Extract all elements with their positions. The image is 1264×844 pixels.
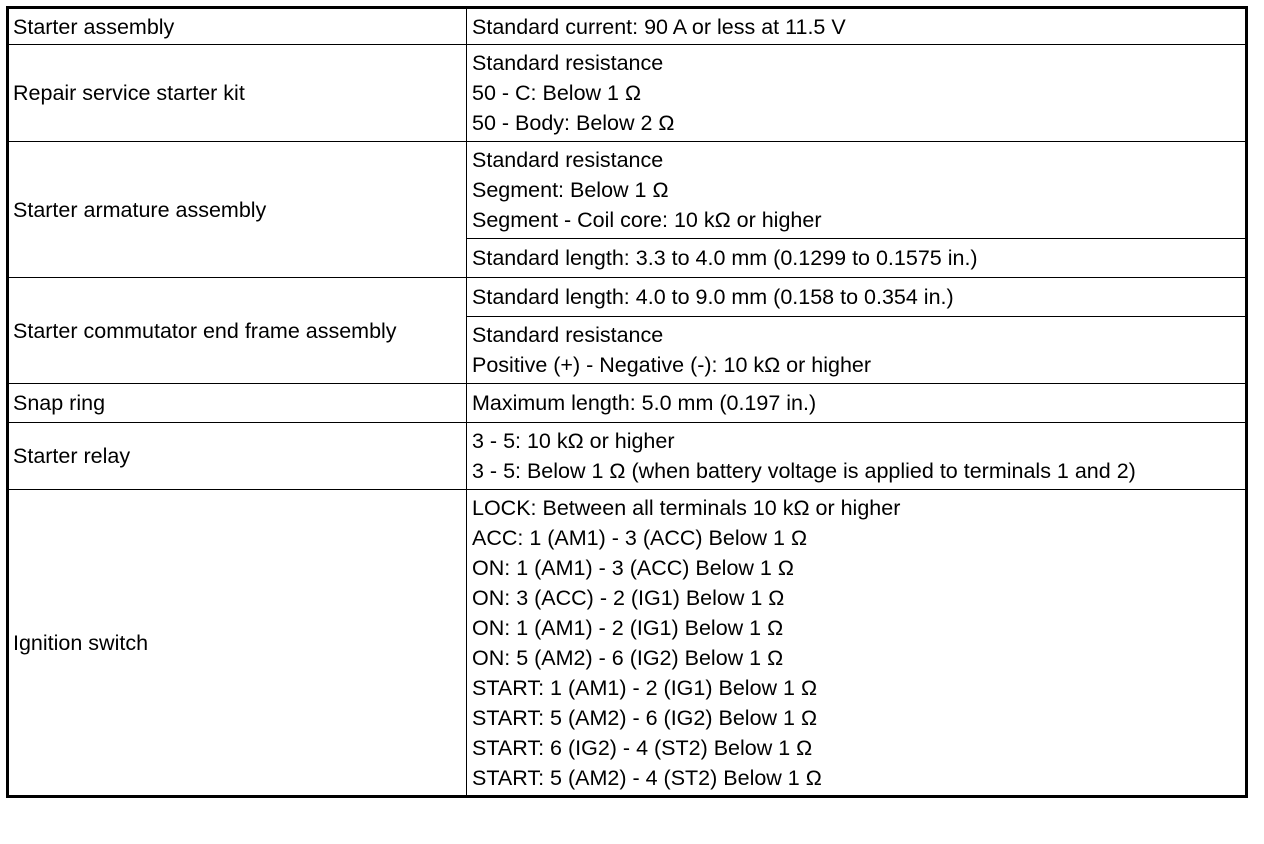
spec-line: LOCK: Between all terminals 10 kΩ or higher xyxy=(472,495,901,520)
spec-line: Maximum length: 5.0 mm (0.197 in.) xyxy=(472,391,817,415)
component-cell-ignition-switch: Ignition switch xyxy=(8,490,467,797)
spec-line: START: 6 (IG2) - 4 (ST2) Below 1 Ω xyxy=(472,735,813,760)
spec-line: Standard resistance xyxy=(472,148,664,172)
table-row xyxy=(8,142,1247,239)
table-row xyxy=(8,384,1247,423)
spec-cell xyxy=(467,278,1247,317)
spec-line: START: 1 (AM1) - 2 (IG1) Below 1 Ω xyxy=(472,675,818,700)
spec-cell xyxy=(467,239,1247,278)
spec-line: START: 5 (AM2) - 6 (IG2) Below 1 Ω xyxy=(472,705,818,730)
component-cell-starter-relay: Starter relay xyxy=(8,423,467,490)
spec-cell xyxy=(467,423,1247,490)
component-cell-starter-armature-assembly: Starter armature assembly xyxy=(8,142,467,278)
spec-line: Standard length: 4.0 to 9.0 mm (0.158 to 0.354 in.) xyxy=(472,285,954,309)
spec-line: Segment: Below 1 Ω xyxy=(472,178,669,202)
table-row xyxy=(8,423,1247,490)
spec-line: Positive (+) - Negative (-): 10 kΩ or higher xyxy=(472,353,872,377)
spec-line: 3 - 5: Below 1 Ω (when battery voltage is applied to terminals 1 and 2) xyxy=(472,459,1136,483)
spec-line: ACC: 1 (AM1) - 3 (ACC) Below 1 Ω xyxy=(472,525,808,550)
spec-cell xyxy=(467,8,1247,45)
spec-line: ON: 1 (AM1) - 3 (ACC) Below 1 Ω xyxy=(472,555,794,580)
spec-line: Segment - Coil core: 10 kΩ or higher xyxy=(472,208,822,232)
spec-line: START: 5 (AM2) - 4 (ST2) Below 1 Ω xyxy=(472,765,822,790)
spec-cell xyxy=(467,45,1247,142)
spec-cell xyxy=(467,490,1247,797)
spec-line: 50 - C: Below 1 Ω xyxy=(472,81,642,105)
table-row xyxy=(8,278,1247,317)
spec-cell xyxy=(467,317,1247,384)
component-cell-snap-ring: Snap ring xyxy=(8,384,467,423)
table-row xyxy=(8,8,1247,45)
spec-line: ON: 3 (ACC) - 2 (IG1) Below 1 Ω xyxy=(472,585,785,610)
spec-line: Standard resistance xyxy=(472,323,664,347)
component-cell-starter-commutator-end-frame-assembly: Starter commutator end frame assembly xyxy=(8,278,467,384)
spec-line: Standard current: 90 A or less at 11.5 V xyxy=(472,14,846,39)
spec-cell xyxy=(467,384,1247,423)
spec-line: Standard length: 3.3 to 4.0 mm (0.1299 to 0.1575 in.) xyxy=(472,246,978,270)
spec-cell xyxy=(467,142,1247,239)
component-cell-repair-service-starter-kit: Repair service starter kit xyxy=(8,45,467,142)
spec-line: 50 - Body: Below 2 Ω xyxy=(472,111,675,135)
spec-line: 3 - 5: 10 kΩ or higher xyxy=(472,429,675,453)
table-row xyxy=(8,45,1247,142)
spec-line: ON: 5 (AM2) - 6 (IG2) Below 1 Ω xyxy=(472,645,784,670)
component-cell-starter-assembly: Starter assembly xyxy=(8,8,467,45)
specification-table xyxy=(6,6,1248,798)
spec-line: ON: 1 (AM1) - 2 (IG1) Below 1 Ω xyxy=(472,615,784,640)
spec-line: Standard resistance xyxy=(472,51,664,75)
table-row xyxy=(8,490,1247,797)
